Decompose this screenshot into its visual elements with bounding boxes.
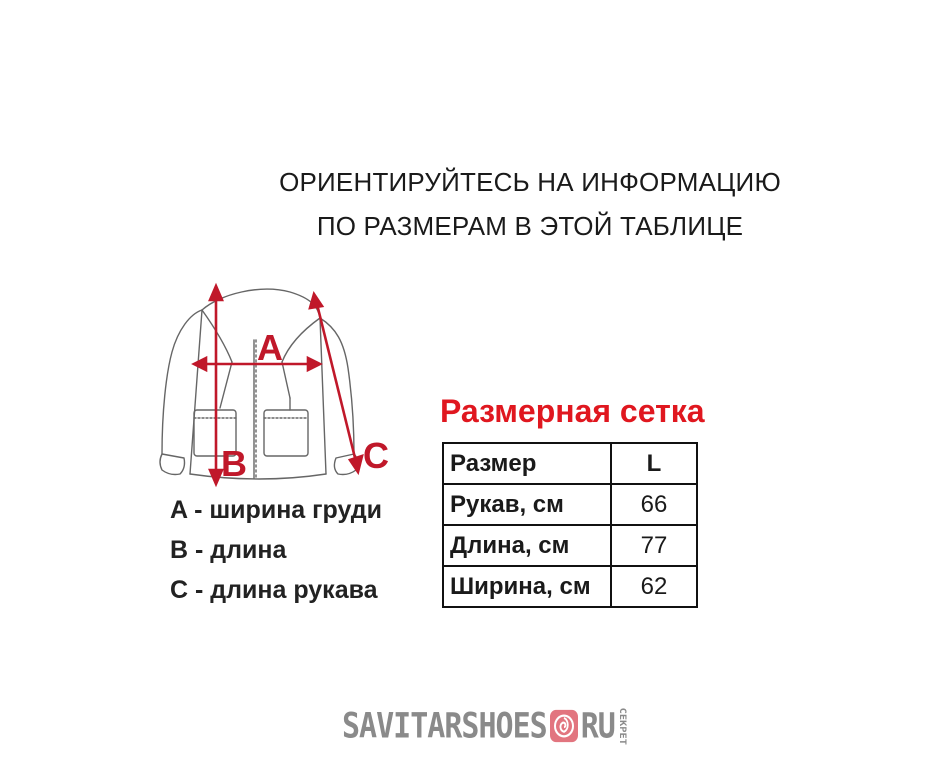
brand-logo [342, 700, 627, 753]
row-value: 77 [611, 525, 697, 566]
logo-superscript: СЕКРЕТ [616, 707, 627, 745]
measurement-legend [170, 490, 382, 610]
rose-icon [549, 709, 579, 744]
row-value: 66 [611, 484, 697, 525]
measure-arrow-icon [194, 286, 362, 484]
header-size: L [611, 443, 697, 484]
jacket-diagram [150, 278, 410, 488]
intro-text [230, 160, 830, 248]
row-label: Ширина, см [443, 566, 611, 607]
legend-item-c: C - длина рукава [170, 576, 378, 604]
table-row [443, 484, 697, 525]
intro-line-1: ОРИЕНТИРУЙТЕСЬ НА ИНФОРМАЦИЮ [279, 167, 781, 197]
table-row [443, 566, 697, 607]
jacket-outline-icon [160, 289, 358, 479]
marker-c: C [363, 435, 389, 476]
marker-b: B [221, 443, 247, 484]
row-value: 62 [611, 566, 697, 607]
size-table [442, 442, 698, 608]
marker-a: A [257, 327, 283, 368]
table-row [443, 525, 697, 566]
legend-item-a: A - ширина груди [170, 496, 383, 524]
table-header-row [443, 443, 697, 484]
row-label: Рукав, см [443, 484, 611, 525]
logo-text-left: SAVITARSHOES [342, 705, 547, 747]
logo-text-right: RU [580, 705, 615, 747]
legend-item-b: B - длина [170, 536, 287, 564]
intro-line-2: ПО РАЗМЕРАМ В ЭТОЙ ТАБЛИЦЕ [316, 211, 744, 241]
size-chart-title: Размерная сетка [440, 393, 705, 429]
row-label: Длина, см [443, 525, 611, 566]
header-label: Размер [443, 443, 611, 484]
